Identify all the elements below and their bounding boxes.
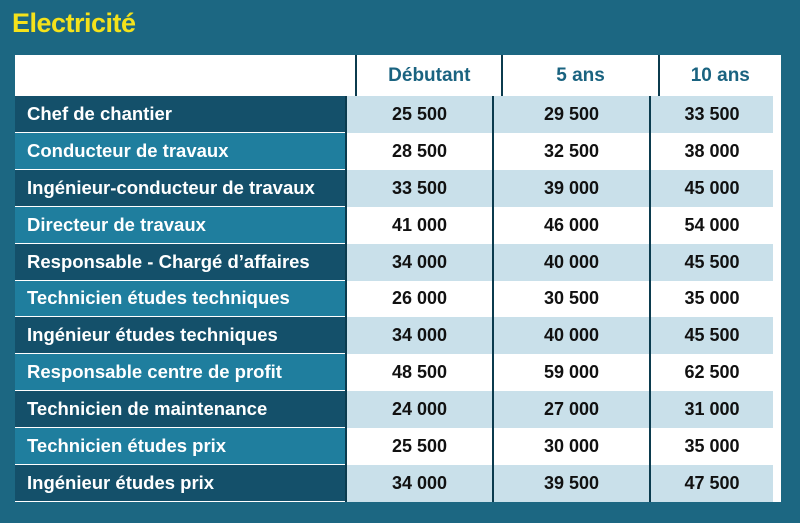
cell-10-ans: 47 500 xyxy=(649,465,773,502)
cell-debutant: 25 500 xyxy=(345,96,492,133)
cell-10-ans: 33 500 xyxy=(649,96,773,133)
row-label: Ingénieur études prix xyxy=(15,465,345,502)
cell-5-ans: 39 000 xyxy=(492,170,649,207)
row-label: Ingénieur études techniques xyxy=(15,317,345,354)
cell-debutant: 34 000 xyxy=(345,465,492,502)
header-10-ans: 10 ans xyxy=(658,55,781,96)
cell-5-ans: 27 000 xyxy=(492,391,649,428)
cell-debutant: 41 000 xyxy=(345,207,492,244)
cell-debutant: 24 000 xyxy=(345,391,492,428)
cell-10-ans: 62 500 xyxy=(649,354,773,391)
table-row xyxy=(15,207,781,244)
cell-10-ans: 45 000 xyxy=(649,170,773,207)
table-body xyxy=(15,96,781,502)
table-header xyxy=(15,55,781,96)
cell-10-ans: 45 500 xyxy=(649,317,773,354)
cell-5-ans: 32 500 xyxy=(492,133,649,170)
cell-debutant: 48 500 xyxy=(345,354,492,391)
cell-10-ans: 31 000 xyxy=(649,391,773,428)
row-label: Technicien études prix xyxy=(15,428,345,465)
table-row xyxy=(15,96,781,133)
cell-10-ans: 45 500 xyxy=(649,244,773,281)
table-row xyxy=(15,317,781,354)
cell-5-ans: 40 000 xyxy=(492,317,649,354)
cell-5-ans: 40 000 xyxy=(492,244,649,281)
row-label: Responsable - Chargé d’affaires xyxy=(15,244,345,281)
cell-10-ans: 35 000 xyxy=(649,428,773,465)
row-label: Responsable centre de profit xyxy=(15,354,345,391)
header-5-ans: 5 ans xyxy=(501,55,657,96)
cell-5-ans: 59 000 xyxy=(492,354,649,391)
cell-debutant: 34 000 xyxy=(345,317,492,354)
cell-10-ans: 35 000 xyxy=(649,281,773,318)
cell-10-ans: 54 000 xyxy=(649,207,773,244)
cell-5-ans: 29 500 xyxy=(492,96,649,133)
row-label: Technicien études techniques xyxy=(15,281,345,318)
row-label: Directeur de travaux xyxy=(15,207,345,244)
row-label: Chef de chantier xyxy=(15,96,345,133)
salary-table xyxy=(15,55,781,502)
table-row xyxy=(15,354,781,391)
cell-debutant: 34 000 xyxy=(345,244,492,281)
table-row xyxy=(15,133,781,170)
table-row xyxy=(15,244,781,281)
cell-debutant: 26 000 xyxy=(345,281,492,318)
table-row xyxy=(15,281,781,318)
table-row xyxy=(15,391,781,428)
cell-5-ans: 39 500 xyxy=(492,465,649,502)
cell-5-ans: 30 500 xyxy=(492,281,649,318)
cell-debutant: 25 500 xyxy=(345,428,492,465)
cell-5-ans: 46 000 xyxy=(492,207,649,244)
cell-debutant: 28 500 xyxy=(345,133,492,170)
row-label: Ingénieur-conducteur de travaux xyxy=(15,170,345,207)
row-label: Technicien de maintenance xyxy=(15,391,345,428)
table-row xyxy=(15,428,781,465)
table-row xyxy=(15,465,781,502)
cell-10-ans: 38 000 xyxy=(649,133,773,170)
figure-title: Electricité xyxy=(12,8,136,38)
row-label: Conducteur de travaux xyxy=(15,133,345,170)
cell-debutant: 33 500 xyxy=(345,170,492,207)
cell-5-ans: 30 000 xyxy=(492,428,649,465)
header-debutant: Débutant xyxy=(355,55,501,96)
table-row xyxy=(15,170,781,207)
header-empty-cell xyxy=(15,55,355,96)
